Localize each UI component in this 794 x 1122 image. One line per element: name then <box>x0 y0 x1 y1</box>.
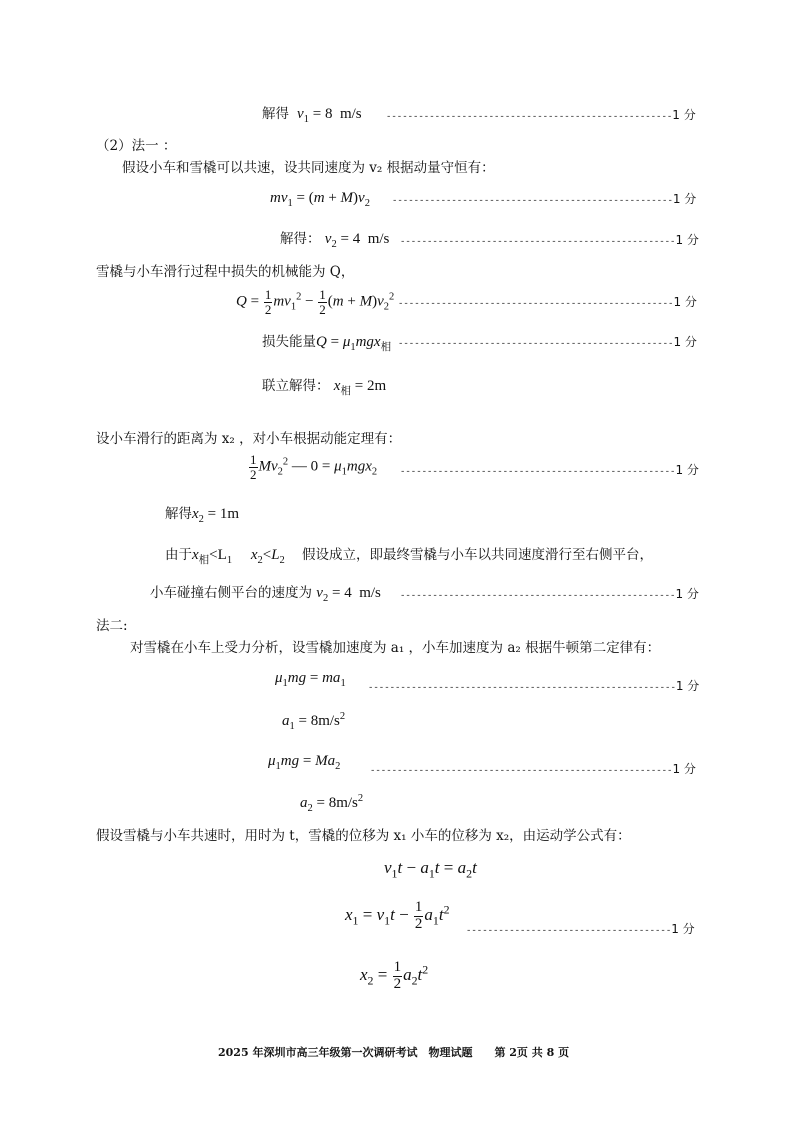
label-text: 解得 <box>262 106 289 122</box>
equation-a1: $a_1 = 8m/s^2$ <box>282 711 346 732</box>
section-heading: （2）法一 ： <box>96 138 177 154</box>
equation-common-velocity: $v_1t - a_1t = a_2t$ <box>384 858 477 881</box>
page-footer: 2025 年深圳市高三年级第一次调研考试 物理试题 第 2页 共 8 页 <box>218 1046 570 1059</box>
paragraph-line: 雪橇与小车滑行过程中损失的机械能为 Q， <box>96 264 355 280</box>
dash-leader: -------------------------------------------------------- <box>370 766 673 776</box>
score-label: 1 分 <box>675 463 699 477</box>
dash-leader: --------------------------------------------------- <box>400 237 676 247</box>
equation: $v_2 = 4$ m/s <box>316 585 381 604</box>
equation-x2: $x_2$ = $\frac{1}{2}$ $a_2t^2$ <box>360 959 429 992</box>
equation-momentum: $mv_1 = (m + M)v_2$ <box>270 190 370 209</box>
solution-line <box>150 584 381 602</box>
score-leader <box>398 294 697 310</box>
dash-leader: --------------------------------------------------- <box>398 299 674 309</box>
equation-work-energy: $\frac{1}{2}$ $Mv_2^2$ — $0 = \mu_1mgx_2$ <box>250 452 378 482</box>
solution-line <box>262 105 362 123</box>
equation: $x_相<L_1$ $x_2<L_2$ <box>192 547 285 566</box>
score-leader <box>400 586 699 602</box>
paragraph-line: 对雪橇在小车上受力分析，设雪橇加速度为 a₁ ，小车加速度为 a₂ 根据牛顿第二定律有： <box>130 640 661 656</box>
equation: $v_1 = 8$ m/s <box>297 106 362 125</box>
label-text: 损失能量 <box>262 334 316 350</box>
score-label: 1 分 <box>672 192 697 206</box>
equation: $v_2 = 4$ m/s <box>324 231 390 250</box>
equation-x1: $x_1 = v_1t$ − $\frac{1}{2}$ $a_1t^2$ <box>345 899 450 932</box>
score-label: 1 分 <box>672 108 696 122</box>
equation-newton-cart: $\mu_1mg = Ma_2$ <box>268 753 341 772</box>
score-label: 1 分 <box>672 762 696 776</box>
label-text: 小车碰撞右侧平台的速度为 <box>150 585 312 601</box>
score-leader <box>368 678 699 694</box>
equation: $x_2 = 1m$ <box>192 506 240 525</box>
label-text: 假设成立，即最终雪橇与小车以共同速度滑行至右侧平台， <box>301 547 653 563</box>
score-leader <box>400 462 699 478</box>
paragraph-line: 假设小车和雪橇可以共速，设共同速度为 v₂ 根据动量守恒有： <box>122 160 495 176</box>
score-leader <box>400 232 699 248</box>
score-label: 1 分 <box>675 587 699 601</box>
score-label: 1 分 <box>673 335 697 349</box>
equation-a2: $a_2 = 8m/s^2$ <box>300 793 364 814</box>
score-label: 1 分 <box>671 922 695 936</box>
score-label: 1 分 <box>675 679 700 693</box>
score-label: 1 分 <box>673 295 697 309</box>
score-label: 1 分 <box>675 233 699 247</box>
dash-leader: --------------------------------------------------------- <box>368 683 676 693</box>
solution-line <box>280 230 389 248</box>
dash-leader: ---------------------------------------------------- <box>392 196 673 206</box>
dash-leader: -------------------------------------- <box>466 926 672 936</box>
equation: $Q = \mu_1mgx_相$ <box>316 334 392 353</box>
label-text: 联立解得： <box>262 378 330 394</box>
solution-line <box>165 505 239 523</box>
score-leader <box>392 191 696 207</box>
label-text: 解得： <box>280 231 321 247</box>
dash-leader: --------------------------------------------------- <box>400 467 676 477</box>
score-leader <box>370 761 696 777</box>
label-text: 由于 <box>165 547 192 563</box>
score-leader <box>386 107 696 123</box>
equation-energy-loss: Q = $\frac{1}{2}$ $mv_1^2$ − $\frac{1}{2}$ $(m + M)v_2^2$ <box>236 287 395 317</box>
label-text: 解得 <box>165 506 192 522</box>
dash-leader: --------------------------------------------------- <box>400 591 676 601</box>
equation-newton-sled: $\mu_1mg = ma_1$ <box>275 670 346 689</box>
dash-leader: --------------------------------------------------- <box>398 339 674 349</box>
score-leader <box>466 921 695 937</box>
paragraph-line: 设小车滑行的距离为 x₂ ，对小车根据动能定理有： <box>96 431 402 447</box>
solution-line <box>165 546 653 564</box>
section-heading: 法二: <box>96 618 128 634</box>
dash-leader: ----------------------------------------------------- <box>386 112 673 122</box>
equation: $x_相 = 2m$ <box>333 378 387 397</box>
solution-line <box>262 333 391 351</box>
solution-line <box>262 377 386 395</box>
paragraph-line: 假设雪橇与小车共速时，用时为 t，雪橇的位移为 x₁ 小车的位移为 x₂，由运动学公式有： <box>96 828 631 844</box>
score-leader <box>398 334 697 350</box>
